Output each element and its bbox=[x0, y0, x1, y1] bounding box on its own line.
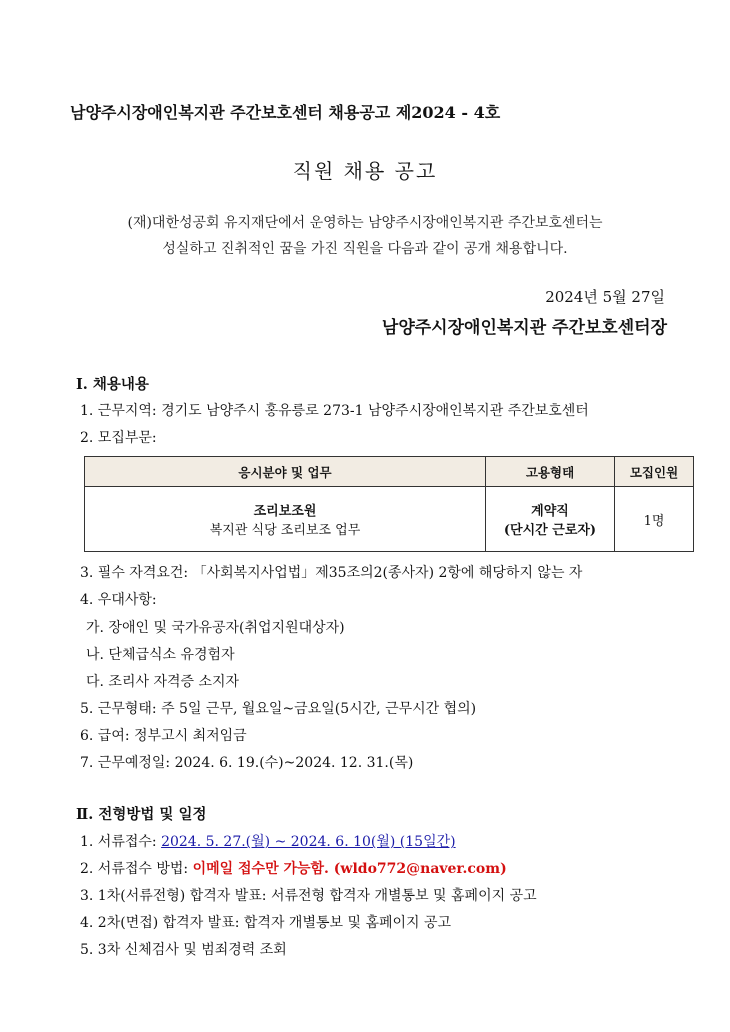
section-2-item-1 bbox=[80, 831, 456, 851]
section-1-heading: Ⅰ. 채용내용 bbox=[76, 376, 149, 393]
page-title: 직원 채용 공고 bbox=[292, 159, 438, 183]
section-2-item-4: 4. 2차(면접) 합격자 발표: 합격자 개별통보 및 홈페이지 공고 bbox=[80, 915, 452, 931]
intro-line-1: (재)대한성공회 유지재단에서 운영하는 남양주시장애인복지관 주간보호센터는 bbox=[127, 215, 603, 231]
table-row bbox=[85, 487, 694, 552]
section-1-item-2: 2. 모집부문: bbox=[80, 430, 157, 446]
submission-method: 이메일 접수만 가능함. (wldo772@naver.com) bbox=[192, 861, 507, 877]
section-1-item-4: 4. 우대사항: bbox=[80, 592, 157, 608]
table-cell-type bbox=[486, 487, 615, 552]
table-header-type: 고용형태 bbox=[486, 457, 615, 487]
recruitment-table bbox=[84, 456, 694, 552]
section-1-item-1: 1. 근무지역: 경기도 남양주시 홍유릉로 273-1 남양주시장애인복지관 주간보호센터 bbox=[80, 403, 589, 419]
table-header-row bbox=[85, 457, 694, 487]
announcement-date: 2024년 5월 27일 bbox=[545, 288, 665, 306]
table-header-count: 모집인원 bbox=[615, 457, 694, 487]
submission-method-label: 2. 서류접수 방법: bbox=[80, 861, 193, 877]
section-2-heading: Ⅱ. 전형방법 및 일정 bbox=[76, 806, 207, 823]
intro-line-2: 성실하고 진취적인 꿈을 가진 직원을 다음과 같이 공개 채용합니다. bbox=[162, 241, 568, 257]
employment-type: 계약직 bbox=[531, 504, 569, 519]
job-description: 복지관 식당 조리보조 업무 bbox=[209, 523, 361, 538]
section-1-item-6: 6. 급여: 정부고시 최저임금 bbox=[80, 728, 247, 744]
section-2-item-5: 5. 3차 신체검사 및 범죄경력 조회 bbox=[80, 942, 287, 958]
section-1-item-5: 5. 근무형태: 주 5일 근무, 월요일~금요일(5시간, 근무시간 협의) bbox=[80, 701, 477, 717]
submission-period: 2024. 5. 27.(월) ~ 2024. 6. 10(월) (15일간) bbox=[161, 834, 456, 850]
preference-b: 나. 단체급식소 유경험자 bbox=[86, 647, 235, 663]
signer: 남양주시장애인복지관 주간보호센터장 bbox=[381, 318, 667, 338]
section-1-item-7: 7. 근무예정일: 2024. 6. 19.(수)~2024. 12. 31.(목) bbox=[80, 755, 414, 771]
section-1-item-3: 3. 필수 자격요건: 「사회복지사업법」제35조의2(종사자) 2항에 해당하지 않는 자 bbox=[80, 565, 583, 581]
employment-type-detail: (단시간 근로자) bbox=[503, 523, 597, 538]
section-2-item-3: 3. 1차(서류전형) 합격자 발표: 서류전형 합격자 개별통보 및 홈페이지 공고 bbox=[80, 888, 537, 904]
preference-a: 가. 장애인 및 국가유공자(취업지원대상자) bbox=[86, 620, 345, 636]
table-cell-field bbox=[85, 487, 486, 552]
notice-number: 남양주시장애인복지관 주간보호센터 채용공고 제2024 - 4호 bbox=[70, 103, 501, 122]
section-2-item-2 bbox=[80, 858, 507, 878]
table-header-field: 응시분야 및 업무 bbox=[85, 457, 486, 487]
submission-period-label: 1. 서류접수: bbox=[80, 834, 162, 850]
preference-c: 다. 조리사 자격증 소지자 bbox=[86, 674, 240, 690]
table-cell-count: 1명 bbox=[615, 487, 694, 552]
job-title: 조리보조원 bbox=[253, 504, 317, 519]
